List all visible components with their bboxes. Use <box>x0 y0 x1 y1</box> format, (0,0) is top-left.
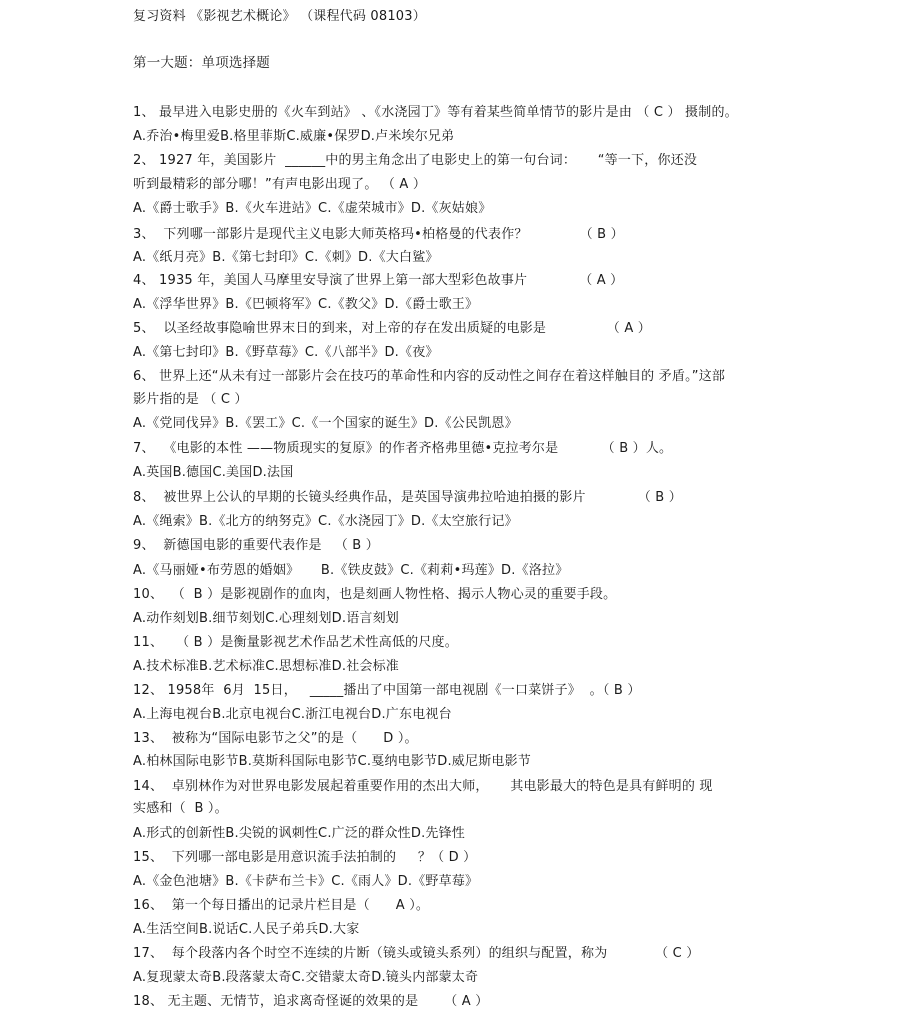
question-line: 14、 卓别林作为对世界电影发展起着重要作用的杰出大师， 其电影最大的特色是具有鲜明的 现 <box>133 779 713 794</box>
question-line: 2、 1927 年，美国影片 ______中的男主角念出了电影史上的第一句台词： “等一下，你还没 <box>133 153 698 168</box>
question-line: 7、 《电影的本性 ——物质现实的复原》的作者齐格弗里德•克拉考尔是 （ B ）人。 <box>133 441 673 456</box>
question-line: 3、 下列哪一部影片是现代主义电影大师英格玛•柏格曼的代表作？ （ B ） <box>133 227 624 242</box>
options-line: A.乔治•梅里爱B.格里菲斯C.威廉•保罗D.卢米埃尔兄弟 <box>133 129 455 144</box>
document-title: 复习资料 《影视艺术概论》 （课程代码 08103） <box>133 9 426 24</box>
options-line: A.复现蒙太奇B.段落蒙太奇C.交错蒙太奇D.镜头内部蒙太奇 <box>133 970 479 985</box>
question-line: 18、 无主题、无情节，追求离奇怪诞的效果的是 （ A ） <box>133 994 489 1009</box>
options-line: A.《马丽娅•布劳恩的婚姻》 B.《铁皮鼓》C.《莉莉•玛莲》D.《洛拉》 <box>133 563 569 578</box>
options-line: A.《浮华世界》B.《巴顿将军》C.《教父》D.《爵士歌王》 <box>133 297 479 312</box>
options-line: A.《第七封印》B.《野草莓》C.《八部半》D.《夜》 <box>133 345 439 360</box>
options-line: A.动作刻划B.细节刻划C.心理刻划D.语言刻划 <box>133 611 399 626</box>
question-line: 15、 下列哪一部电影是用意识流手法拍制的 ？（ D ） <box>133 850 477 865</box>
options-line: A.柏林国际电影节B.莫斯科国际电影节C.戛纳电影节D.威尼斯电影节 <box>133 754 531 769</box>
options-line: A.技术标准B.艺术标准C.思想标准D.社会标准 <box>133 659 399 674</box>
question-line: 12、 1958年 6月 15日， _____播出了中国第一部电视剧《一口菜饼子》 。（ B ） <box>133 683 641 698</box>
options-line: A.《金色池塘》B.《卡萨布兰卡》C.《雨人》D.《野草莓》 <box>133 874 479 889</box>
question-line: 6、 世界上还“从未有过一部影片会在技巧的革命性和内容的反动性之间存在着这样触目的 矛盾。”这部 <box>133 369 726 384</box>
question-line: 1、 最早进入电影史册的《火车到站》 、《水浇园丁》等有着某些简单情节的影片是由 （ C ） 摄制的。 <box>133 105 738 120</box>
question-line: 实感和（ B ）。 <box>133 801 228 816</box>
question-line: 11、 （ B ）是衡量影视艺术作品艺术性高低的尺度。 <box>133 635 458 650</box>
question-line: 听到最精彩的部分哪！”有声电影出现了。 （ A ） <box>133 177 427 192</box>
options-line: A.《爵士歌手》B.《火车进站》C.《虚荣城市》D.《灰姑娘》 <box>133 201 492 216</box>
question-line: 9、 新德国电影的重要代表作是 （ B ） <box>133 538 379 553</box>
question-line: 8、 被世界上公认的早期的长镜头经典作品，是英国导演弗拉哈迪拍摄的影片 （ B ） <box>133 490 682 505</box>
section-heading: 第一大题：单项选择题 <box>133 55 270 71</box>
question-line: 5、 以圣经故事隐喻世界末日的到来，对上帝的存在发出质疑的电影是 （ A ） <box>133 321 651 336</box>
options-line: A.上海电视台B.北京电视台C.浙江电视台D.广东电视台 <box>133 707 452 722</box>
question-line: 影片指的是 （ C ） <box>133 392 248 407</box>
question-line: 16、 第一个每日播出的记录片栏目是（ A ）。 <box>133 898 430 913</box>
question-line: 4、 1935 年，美国人马摩里安导演了世界上第一部大型彩色故事片 （ A ） <box>133 273 624 288</box>
options-line: A.《绳索》B.《北方的纳努克》C.《水浇园丁》D.《太空旅行记》 <box>133 514 518 529</box>
options-line: A.《党同伐异》B.《罢工》C.《一个国家的诞生》D.《公民凯恩》 <box>133 416 518 431</box>
options-line: A.《纸月亮》B.《第七封印》C.《刺》D.《大白鲨》 <box>133 250 439 265</box>
question-line: 10、 （ B ）是影视剧作的血肉，也是刻画人物性格、揭示人物心灵的重要手段。 <box>133 587 617 602</box>
question-line: 17、 每个段落内各个时空不连续的片断（镜头或镜头系列）的组织与配置，称为 （ C ） <box>133 946 700 961</box>
options-line: A.形式的创新性B.尖锐的讽刺性C.广泛的群众性D.先锋性 <box>133 826 465 841</box>
options-line: A.生活空间B.说话C.人民子弟兵D.大家 <box>133 922 360 937</box>
options-line: A.英国B.德国C.美国D.法国 <box>133 465 294 480</box>
question-line: 13、 被称为“国际电影节之父”的是（ D ）。 <box>133 731 418 746</box>
